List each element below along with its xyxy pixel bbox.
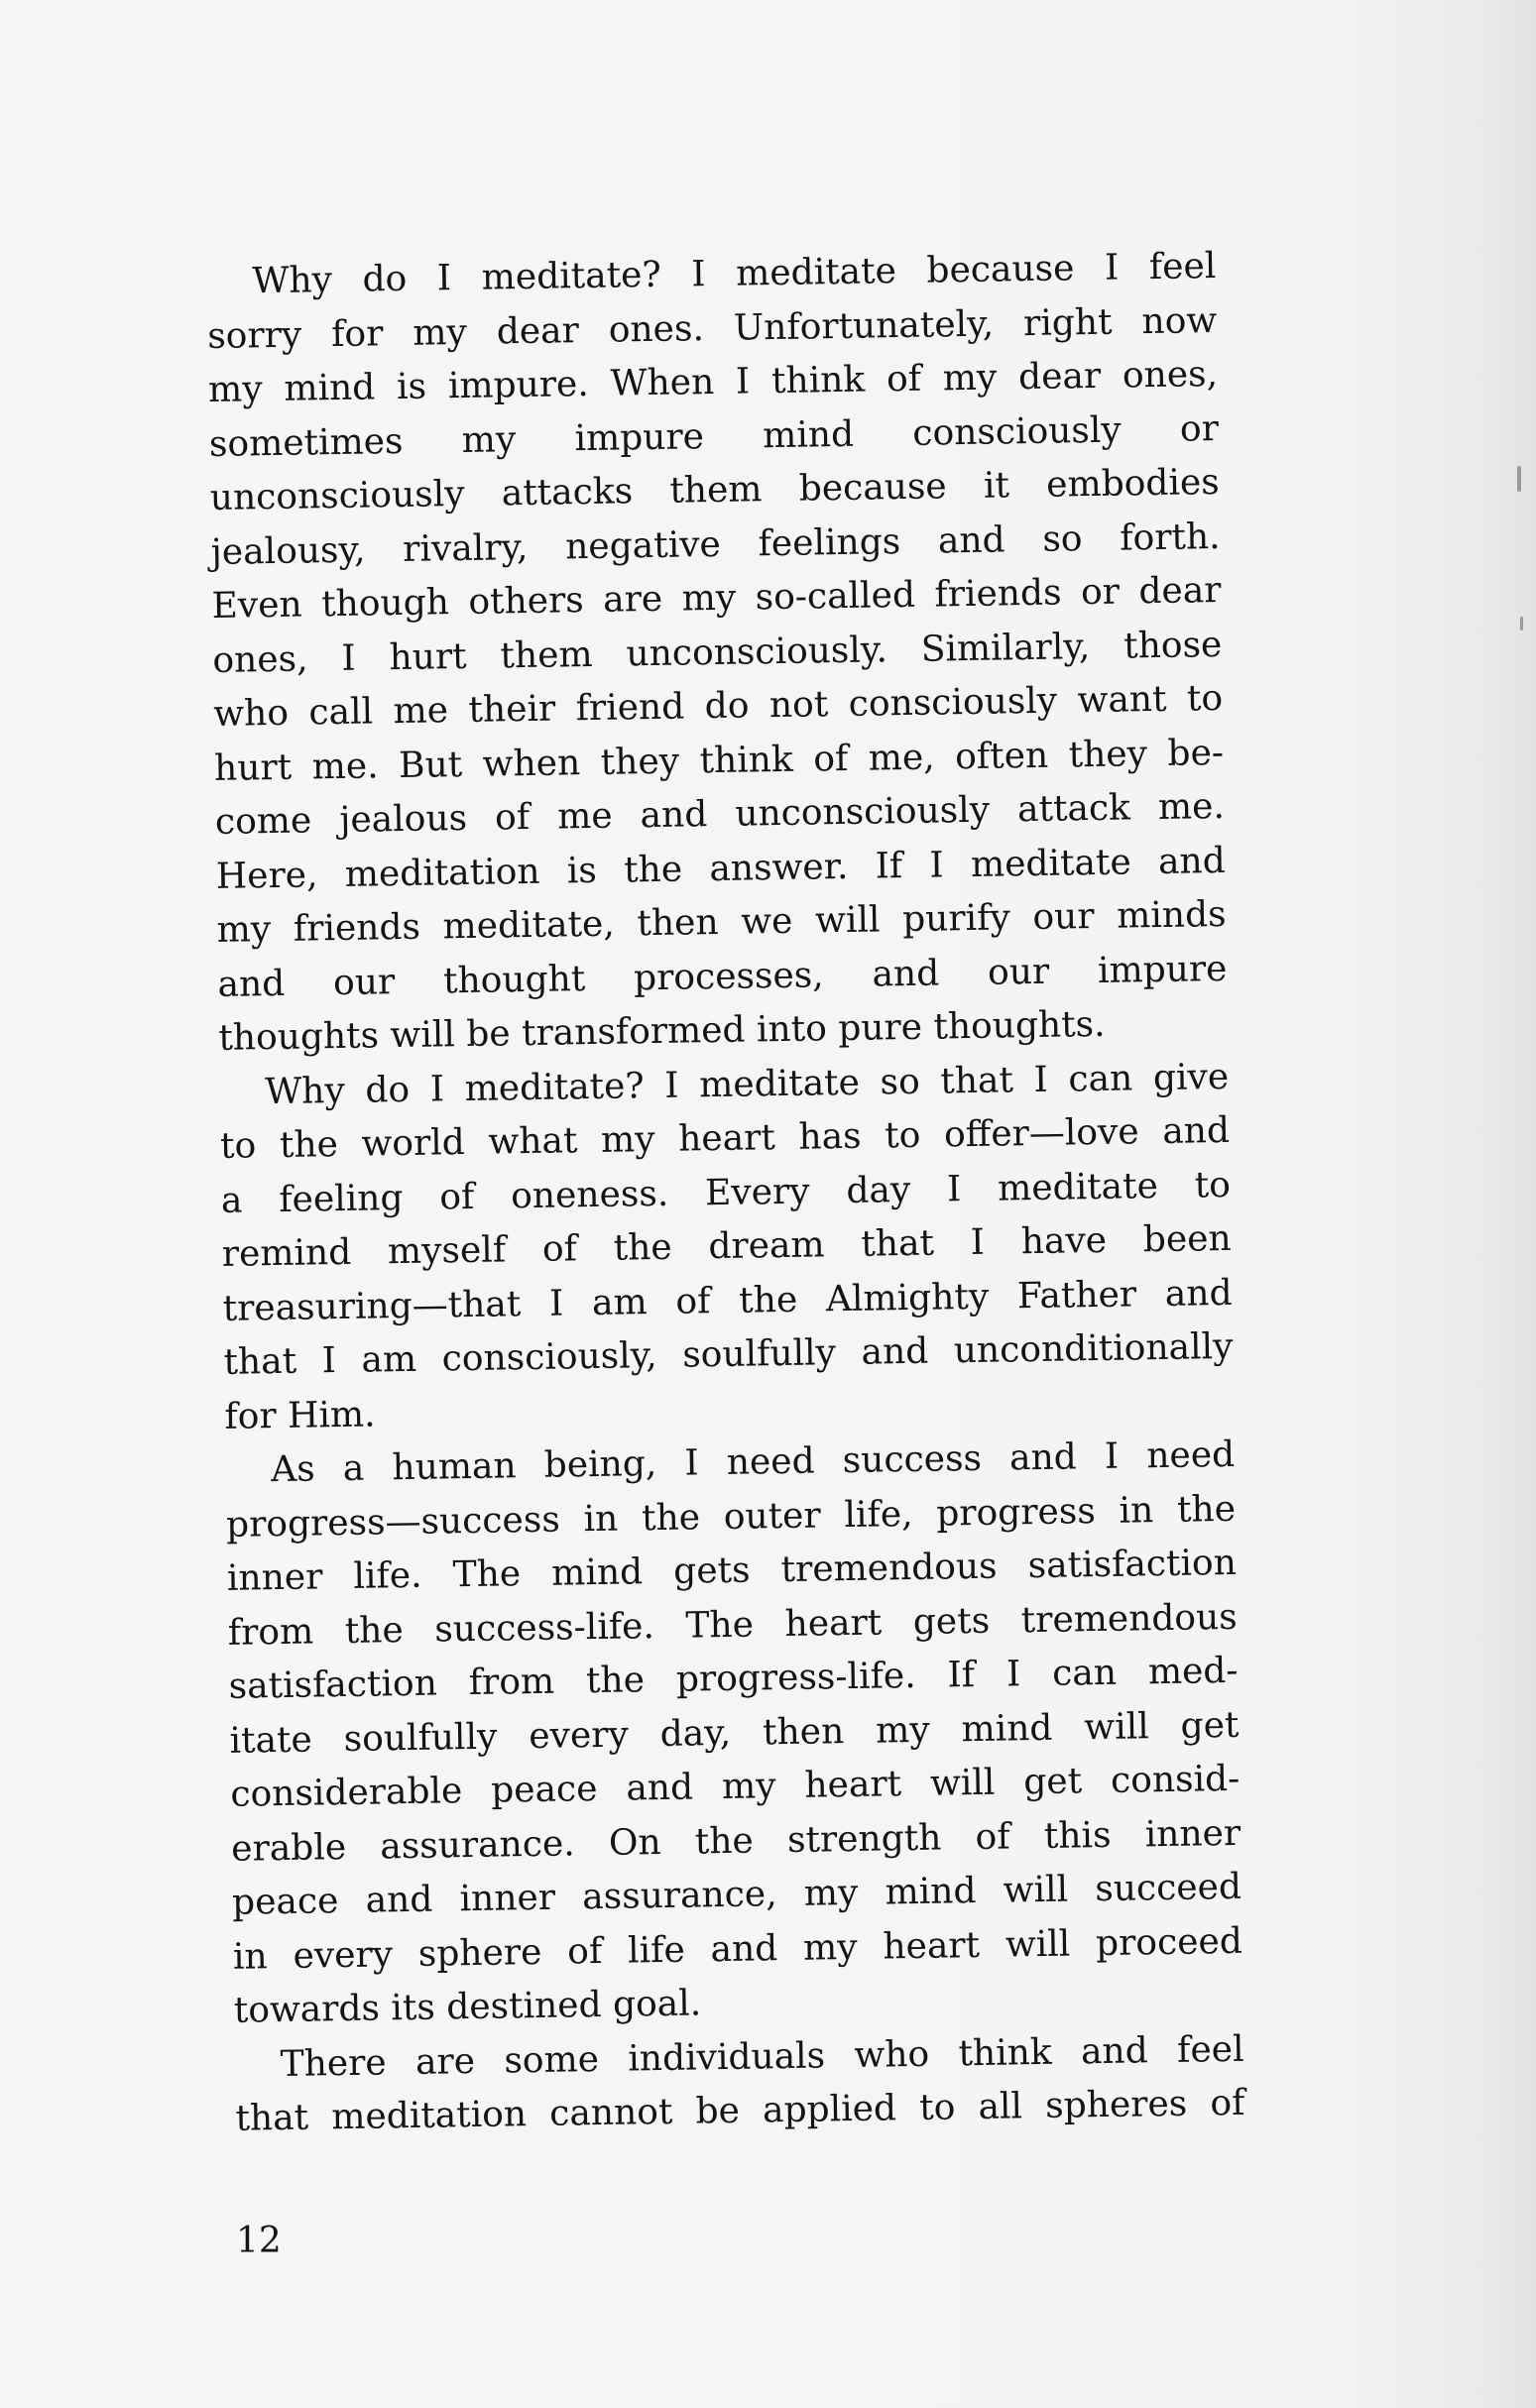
text-line: Why do I meditate? I meditate so that I can give	[264, 1056, 1230, 1112]
text-line: ones, I hurt them unconsciously. Similarly, those	[212, 624, 1223, 681]
text-line: a feeling of oneness. Every day I meditate to	[220, 1164, 1232, 1221]
edge-speck	[1520, 617, 1523, 631]
body-text	[206, 240, 1245, 2146]
text-line: thoughts will be transformed into pure thoughts.	[218, 1003, 1106, 1059]
text-line: considerable peace and my heart will get consid-	[230, 1758, 1241, 1815]
text-line: hurt me. But when they think of me, often they be-	[213, 732, 1225, 789]
text-line: to the world what my heart has to offer—love and	[219, 1109, 1231, 1167]
text-line: satisfaction from the progress-life. If I can med-	[228, 1650, 1239, 1707]
text-line: remind myself of the dream that I have been	[221, 1217, 1233, 1275]
text-line: that I am consciously, soulfully and unconditionally	[223, 1325, 1234, 1383]
page-number: 12	[236, 2221, 282, 2261]
text-line: As a human being, I need success and I need	[270, 1433, 1236, 1491]
text-line: unconsciously attacks them because it embodies	[209, 461, 1221, 518]
text-line: Even though others are my so-called friends or dear	[211, 569, 1222, 627]
text-line: towards its destined goal.	[233, 1983, 702, 2031]
text-line: inner life. The mind gets tremendous satisfaction	[226, 1542, 1238, 1599]
text-line: and our thought processes, and our impure	[217, 948, 1228, 1005]
text-line: my friends meditate, then we will purify our minds	[216, 893, 1227, 951]
text-line: itate soulfully every day, then my mind will get	[229, 1704, 1240, 1762]
text-line: peace and inner assurance, my mind will succeed	[231, 1866, 1242, 1923]
text-line: treasuring—that I am of the Almighty Father and	[222, 1272, 1233, 1329]
text-line: progress—success in the outer life, progress in the	[225, 1488, 1237, 1546]
text-line: Here, meditation is the answer. If I meditate and	[215, 840, 1227, 897]
text-line: come jealous of me and unconsciously attack me.	[214, 785, 1226, 843]
edge-speck	[1517, 466, 1521, 492]
text-line: my mind is impure. When I think of my dear ones,	[207, 353, 1219, 410]
text-line: Why do I meditate? I meditate because I feel	[252, 246, 1217, 302]
text-line: sometimes my impure mind consciously or	[208, 407, 1220, 465]
text-line: in every sphere of life and my heart will proceed	[232, 1920, 1243, 1978]
text-line: who call me their friend do not consciously want to	[212, 677, 1224, 735]
text-line: sorry for my dear ones. Unfortunately, right now	[206, 299, 1218, 357]
text-line: There are some individuals who think and feel	[280, 2028, 1244, 2085]
text-line: that meditation cannot be applied to all spheres of	[235, 2082, 1245, 2139]
text-line: for Him.	[224, 1393, 376, 1437]
text-line: jealousy, rivalry, negative feelings and so forth.	[210, 516, 1221, 573]
text-line: erable assurance. On the strength of this inner	[230, 1812, 1241, 1870]
text-line: from the success-life. The heart gets tremendous	[227, 1596, 1239, 1654]
